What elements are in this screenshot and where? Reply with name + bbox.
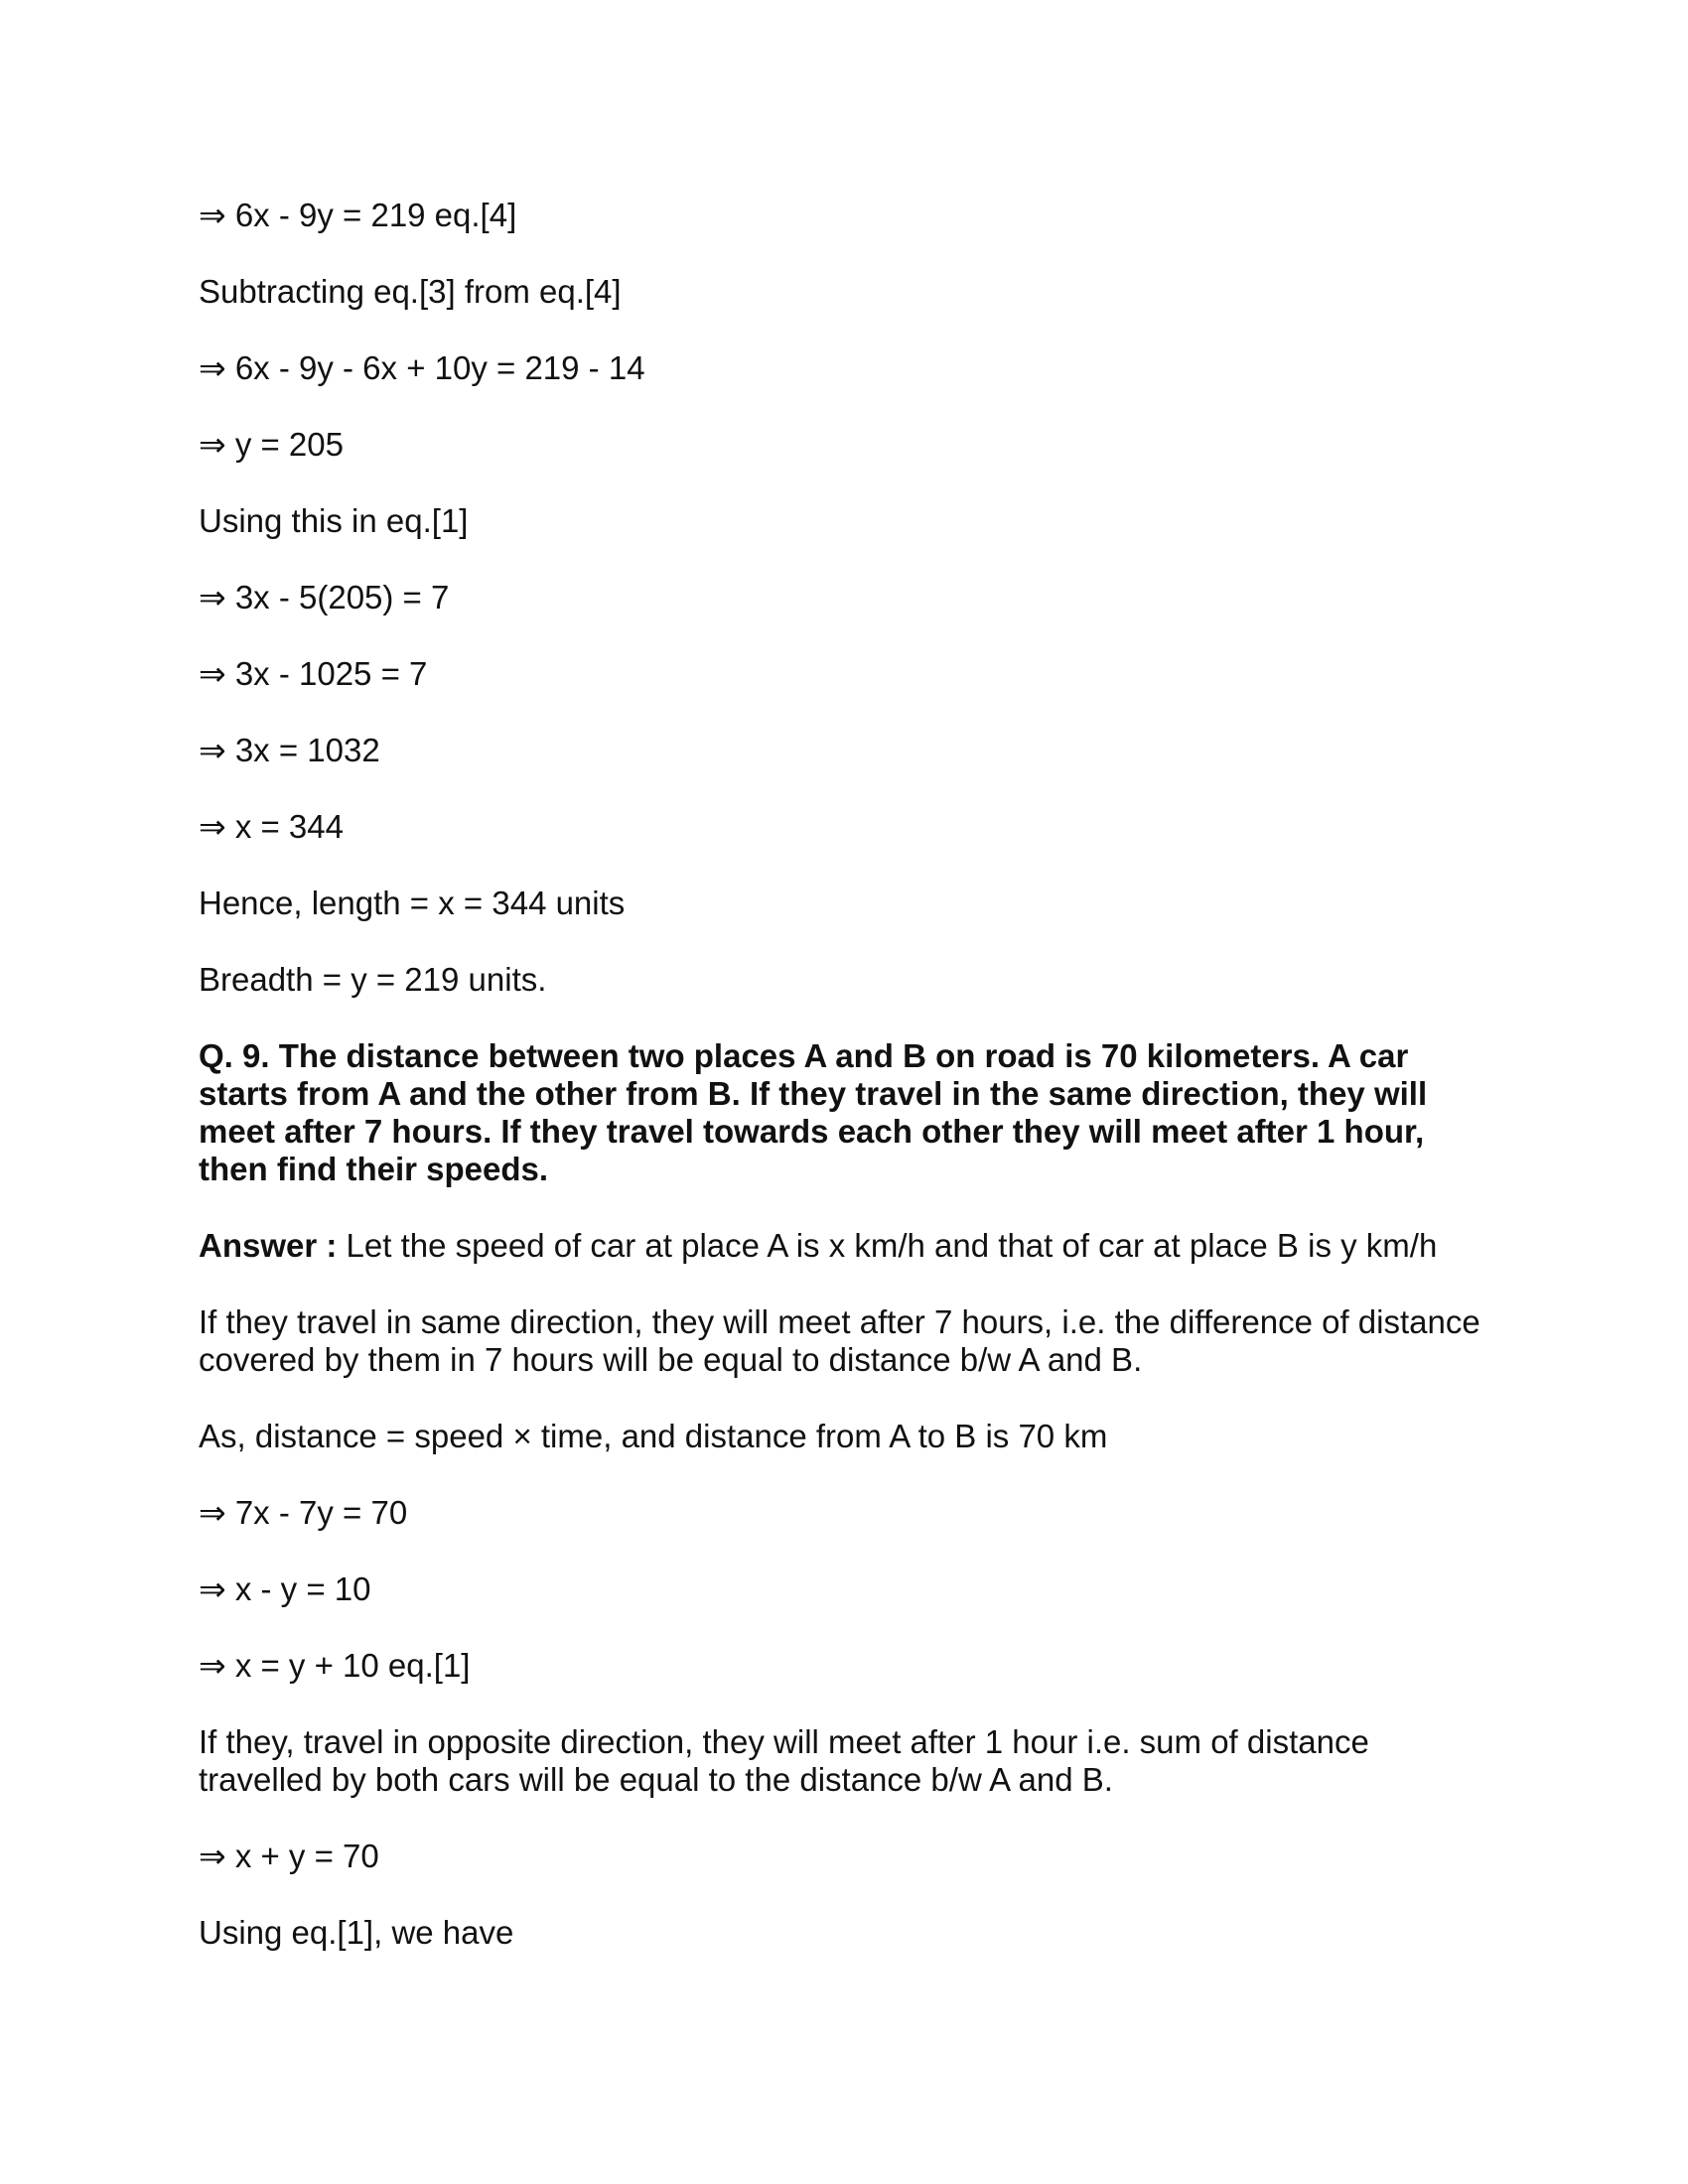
- answer-text: Let the speed of car at place A is x km/h and that of car at place B is y km/h: [337, 1227, 1438, 1264]
- equation-1-line: ⇒ x = y + 10 eq.[1]: [199, 1647, 471, 1684]
- document-page: [199, 197, 1489, 1990]
- question-9: Q. 9. The distance between two places A and B on road is 70 kilometers. A car starts from A and the other from B. If they travel in the same direction, they will meet after 7 hours. If they travel towards each other they will meet after 1 hour, then find their speeds.: [199, 1037, 1428, 1187]
- step-line: ⇒ x = 344: [199, 808, 344, 845]
- step-line: ⇒ 6x - 9y = 219 eq.[4]: [199, 197, 517, 233]
- step-line: ⇒ 3x - 5(205) = 7: [199, 579, 450, 615]
- opposite-direction-paragraph: If they, travel in opposite direction, they will meet after 1 hour i.e. sum of distance travelled by both cars will be equal to the distance b/w A and B.: [199, 1723, 1369, 1798]
- step-line: Subtracting eq.[3] from eq.[4]: [199, 273, 622, 310]
- answer-label: Answer :: [199, 1227, 338, 1264]
- step-line: ⇒ 3x - 1025 = 7: [199, 655, 428, 692]
- result-length: Hence, length = x = 344 units: [199, 885, 626, 921]
- step-line: ⇒ y = 205: [199, 426, 344, 463]
- step-line: ⇒ 7x - 7y = 70: [199, 1494, 408, 1531]
- distance-formula-paragraph: As, distance = speed × time, and distance from A to B is 70 km: [199, 1418, 1108, 1454]
- answer-paragraph: [199, 1227, 1489, 1265]
- same-direction-paragraph: If they travel in same direction, they will meet after 7 hours, i.e. the difference of distance covered by them in 7 hours will be equal to distance b/w A and B.: [199, 1303, 1480, 1378]
- step-line: ⇒ x - y = 10: [199, 1570, 371, 1607]
- step-line: Using this in eq.[1]: [199, 502, 469, 539]
- step-line: ⇒ 3x = 1032: [199, 732, 380, 768]
- final-line: Using eq.[1], we have: [199, 1914, 514, 1951]
- step-line: ⇒ 6x - 9y - 6x + 10y = 219 - 14: [199, 349, 645, 386]
- sum-equation-line: ⇒ x + y = 70: [199, 1838, 379, 1874]
- result-breadth: Breadth = y = 219 units.: [199, 961, 547, 998]
